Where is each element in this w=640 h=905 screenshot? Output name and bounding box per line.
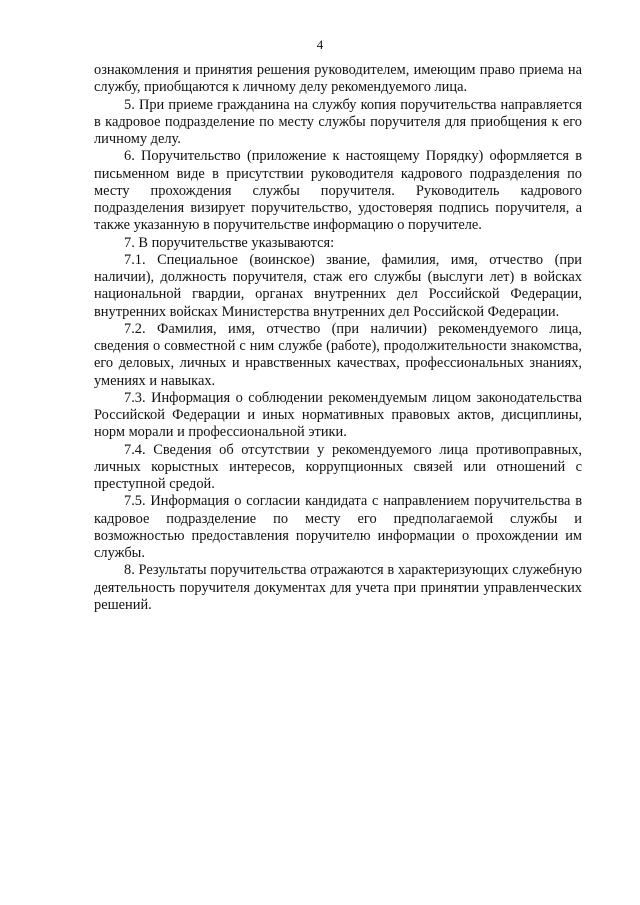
paragraph-item-7: 7. В поручительстве указываются: (124, 234, 335, 251)
paragraph-item-7-2: 7.2. Фамилия, имя, отчество (при наличии) рекомендуемого лица, сведения о совместной с ним службе (работе), продолжительности знакомства, его деловых, личных и нравственных качествах, профессиональных знаниях, умениях и навыках. (94, 320, 582, 389)
document-body (94, 62, 582, 614)
paragraph-continuation: ознакомления и принятия решения руководителем, имеющим право приема на службу, приобщаются к личному делу рекомендуемого лица. (94, 62, 582, 96)
paragraph-item-6: 6. Поручительство (приложение к настоящему Порядку) оформляется в письменном виде в присутствии руководителя кадрового подразделения по месту прохождения службы поручителя. Руководитель кадрового подразделения визирует поручительство, удостоверяя подпись поручителя, а также указанную в поручительстве информацию о поручителе. (94, 148, 582, 234)
paragraph-item-5: 5. При приеме гражданина на службу копия поручительства направляется в кадровое подразделение по месту службы поручителя для приобщения к его личному делу. (94, 96, 582, 147)
paragraph-item-7-5: 7.5. Информация о согласии кандидата с направлением поручительства в кадровое подразделение по месту его предполагаемой службы и возможностью предоставления поручителю информации о прохождении им службы. (94, 493, 582, 561)
paragraph-item-7-1: 7.1. Специальное (воинское) звание, фамилия, имя, отчество (при наличии), должность поручителя, стаж его службы (выслуги лет) в войсках национальной гвардии, органах внутренних дел Российской Федерации, внутренних войсках Министерства внутренних дел Российской Федерации. (94, 251, 582, 320)
paragraph-item-7-3: 7.3. Информация о соблюдении рекомендуемым лицом законодательства Российской Федерации и иных нормативных правовых актов, дисциплины, норм морали и профессиональной этики. (94, 389, 582, 441)
paragraph-item-8: 8. Результаты поручительства отражаются в характеризующих служебную деятельность поручителя документах для учета при принятии управленческих решений. (94, 562, 582, 613)
page-number: 4 (316, 37, 324, 52)
paragraph-item-7-4: 7.4. Сведения об отсутствии у рекомендуемого лица противоправных, личных корыстных интересов, коррупционных связей или отношений с преступной средой. (94, 441, 582, 492)
